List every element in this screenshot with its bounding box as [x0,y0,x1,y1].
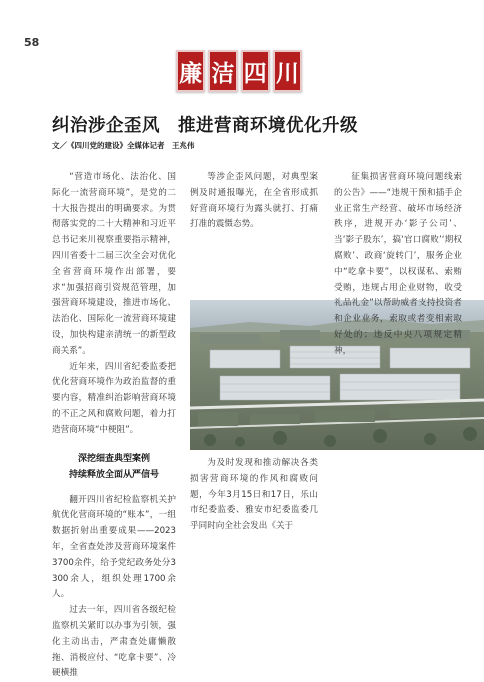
section-heading-line-2: 持续释放全面从严信号 [68,469,159,480]
header-char-3: 四 [241,50,270,92]
section-heading-line-1: 深挖细查典型案例 [77,453,150,464]
paragraph: 征集损害营商环境问题线索的公告》——“违规干预和插手企业正常生产经营、破坏市场经济秩序，进规开办‘影子公司’、当‘影子股东’，搞‘官口腐败’‘期权腐败’、政商‘旋转门’，服务企业中“吃拿卡要”，以权谋私、索贿受贿，违规占用企业财物，收受礼品礼金”以帮助威者支持投资者和企业业务，索取或者变相索取好处的；违反中央八项规定精神， [334,172,462,356]
paragraph: 近年来，四川省纪委监委把优化营商环境作为政治监督的重要内容，精准纠治影响营商环境的不正之风和腐败问题，着力打造营商环境“中梗阻”。 [52,361,176,435]
paragraph: 翻开四川省纪检监察机关护航优化营商环境的“账本”，一组数据折射出重要成果——2023年，全省查处涉及营商环境案件3700余件，给予党纪政务处分3300余人，组织处理1700余人。 [52,494,176,600]
paragraph: “营造市场化、法治化、国际化一流营商环境”，是党的二十大报告提出的明确要求。为贯彻落实党的二十大精神和习近平总书记来川视察重要指示精神，四川省委十二届三次全会对优化全省营商环境作出部署，要求“加强招商引资规范管理，加强营商环境建设，推进市场化、法治化、国际化一流营商环境建设，加快构建亲清统一的新型政商关系”。 [52,172,176,356]
text-column-2-lower [190,456,318,535]
header-char-2: 洁 [208,50,237,92]
header-char-1: 廉 [176,50,205,92]
text-column-2 [190,170,318,233]
text-column-1 [52,170,176,682]
text-column-3 [334,170,462,360]
page-number: 58 [24,36,40,49]
column-header-banner [176,50,302,92]
header-char-4: 川 [273,50,302,92]
article-byline: 文／《四川党的建设》全媒体记者 王兆伟 [52,141,195,150]
article-title: 纠治涉企歪风 推进营商环境优化升级 [52,116,358,136]
paragraph: 过去一年，四川省各级纪检监察机关紧盯以办事为引领，强化主动出击，严肃查处庸懒散拖、消极应付、“吃拿卡要”、冷硬横推 [52,605,176,679]
paragraph: 等涉企歪风问题，对典型案例及时通报曝光，在全省形成抓好营商环境行为露头就打、打痛打准的震慑态势。 [190,172,318,230]
paragraph: 为及时发现和推动解决各类损害营商环境的作风和腐败问题，今年3月15日和17日，乐山市纪委监委、雅安市纪委监委几乎同时向全社会发出《关于 [190,458,318,532]
section-heading [52,451,176,483]
